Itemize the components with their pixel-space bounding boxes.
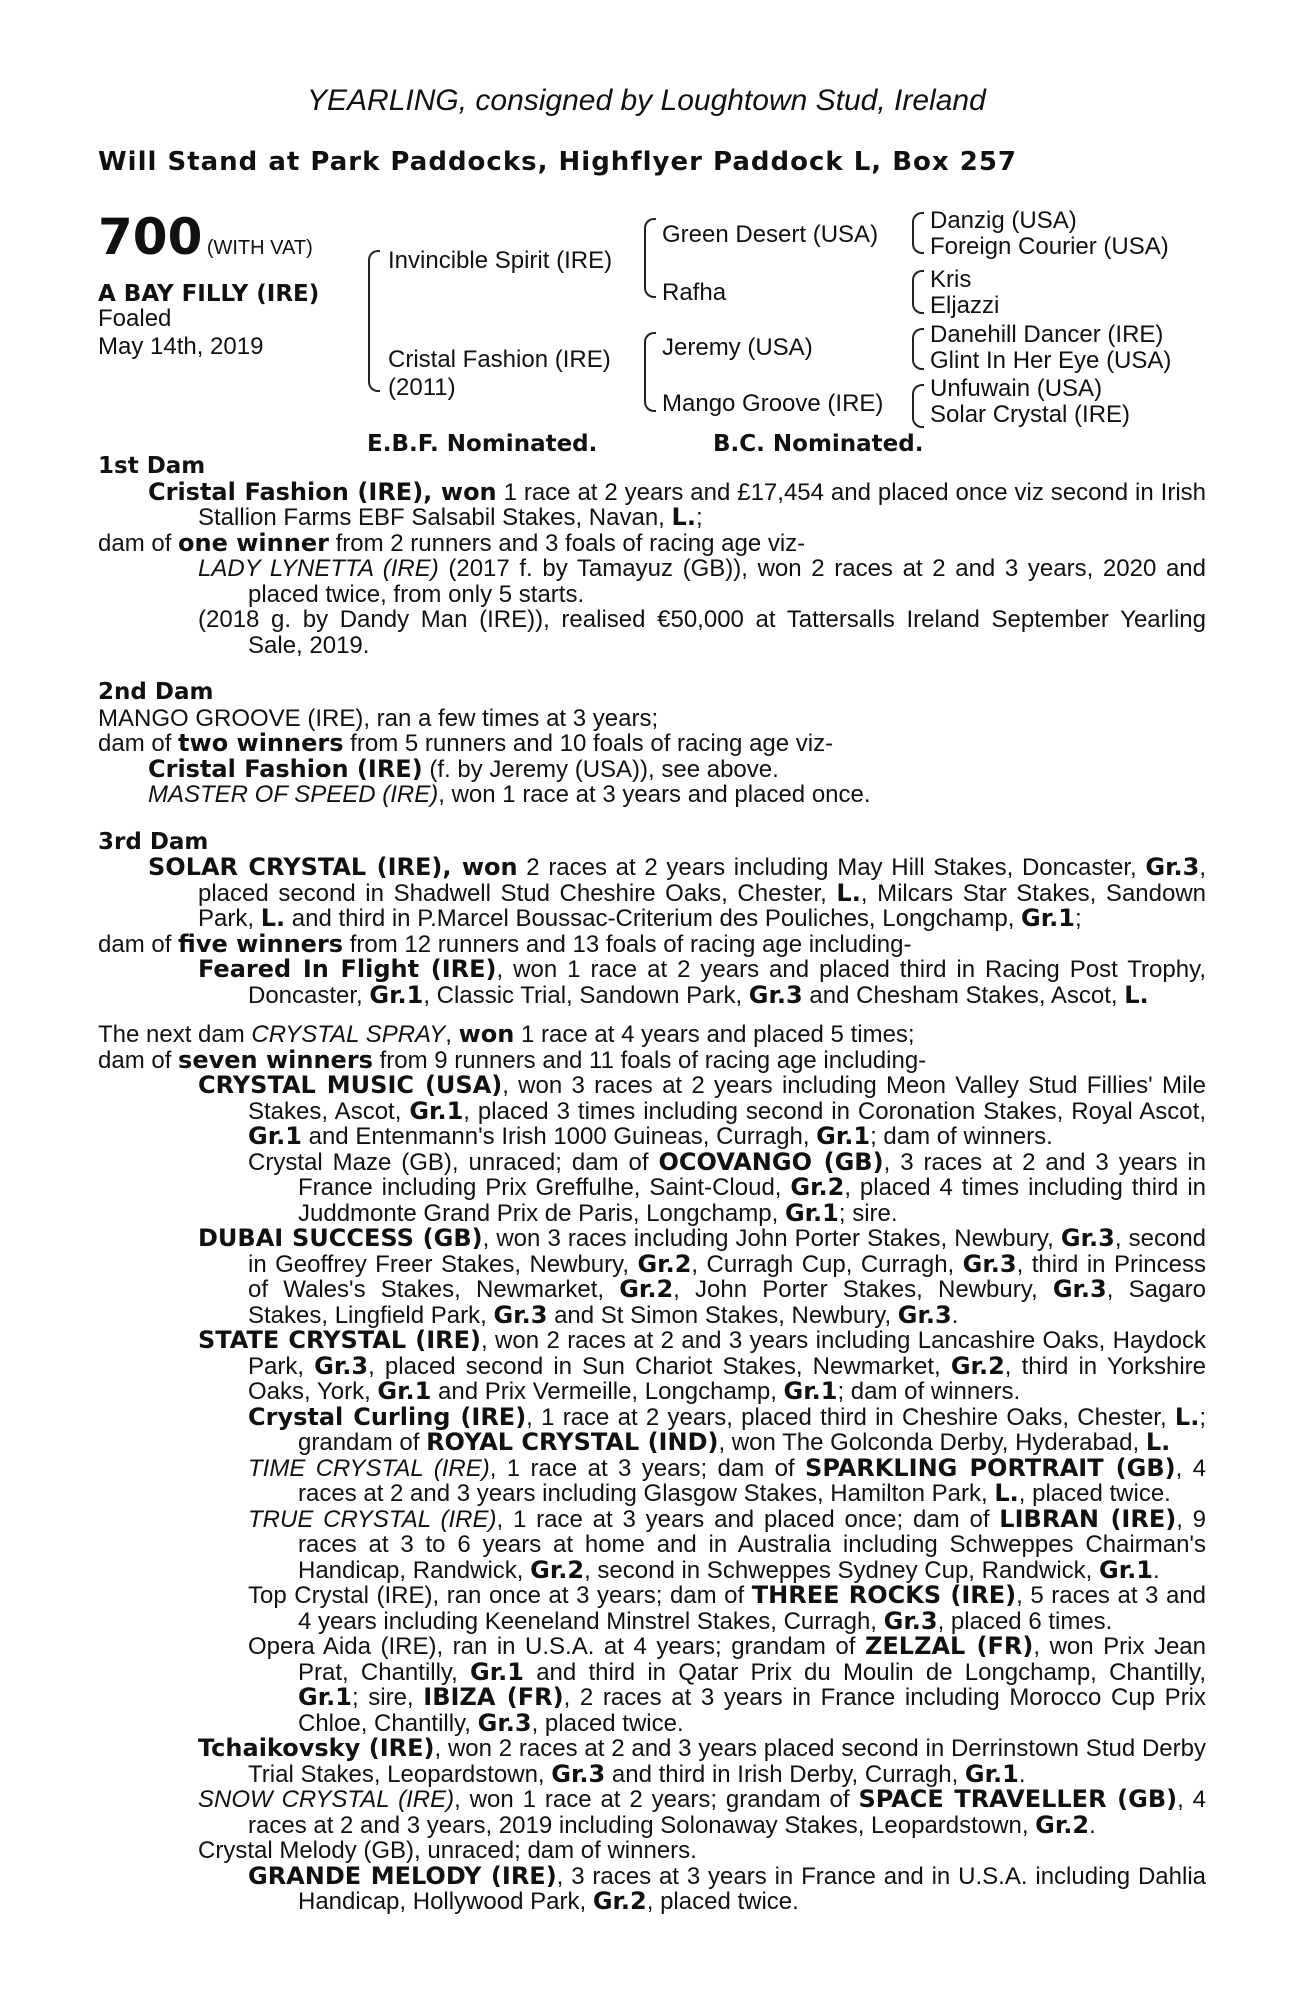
sds: Kris — [930, 266, 972, 293]
first-dam-entry: Cristal Fashion (IRE), won 1 race at 2 years and £17,454 and placed once viz second in Irish Stallion Farms EBF Salsabil Stakes, Navan, L.; — [148, 477, 1206, 531]
first-dam-produce-summary: dam of one winner from 2 runners and 3 foals of racing age viz- — [98, 528, 806, 557]
sdd: Eljazzi — [930, 292, 1000, 319]
next-dam-produce-summary: dam of seven winners from 9 runners and 11 foals of racing age including- — [98, 1045, 927, 1074]
produce-entry: SNOW CRYSTAL (IRE), won 1 race at 2 years; grandam of SPACE TRAVELLER (GB), 4 races at 2 and 3 years, 2019 including Solonaway Stakes, Leopardstown, Gr.2. — [198, 1785, 1207, 1839]
produce-entry: STATE CRYSTAL (IRE), won 2 races at 2 and 3 years including Lancashire Oaks, Haydock Park, Gr.3, placed second in Sun Chariot Stakes, Newmarket, Gr.2, third in Yorkshire Oaks, York, Gr.1 and Prix Vermeille, Longchamp, Gr.1; dam of winners. — [198, 1326, 1206, 1405]
sire-dam: Rafha — [662, 279, 727, 306]
produce-entry: DUBAI SUCCESS (GB), won 3 races including John Porter Stakes, Newbury, Gr.3, second in Geoffrey Freer Stakes, Newbury, Gr.2, Curragh Cup, Curragh, Gr.3, third in Princess of Wales's Stakes, Newmarket, Gr.2, John Porter Stakes, Newbury, Gr.3, Sagaro Stakes, Lingfield Park, Gr.3 and St Simon Stakes, Newbury, Gr.3. — [198, 1224, 1207, 1329]
dam-sire: Jeremy (USA) — [662, 334, 813, 361]
vat-note: (WITH VAT) — [206, 237, 313, 259]
produce-entry: Crystal Maze (GB), unraced; dam of OCOVANGO (GB), 3 races at 2 and 3 years in France including Prix Greffulhe, Saint-Cloud, Gr.2, placed 4 times including third in Juddmonte Grand Prix de Paris, Longchamp, Gr.1; sire. — [248, 1147, 1207, 1227]
ebf-nominated: E.B.F. Nominated. — [367, 431, 598, 457]
next-dam-entry: The next dam CRYSTAL SPRAY, won 1 race at 4 years and placed 5 times; — [98, 1020, 915, 1048]
pedigree-brace-dam — [644, 332, 656, 412]
consignment-heading: YEARLING, consigned by Loughtown Stud, Ireland — [307, 84, 986, 117]
produce-entry: Top Crystal (IRE), ran once at 3 years; dam of THREE ROCKS (IRE), 5 races at 3 and 4 years including Keeneland Minstrel Stakes, Curragh, Gr.3, placed 6 times. — [248, 1581, 1207, 1635]
produce-entry: CRYSTAL MUSIC (USA), won 3 races at 2 years including Meon Valley Stud Fillies' Mile Stakes, Ascot, Gr.1, placed 3 times including second in Coronation Stakes, Royal Ascot, Gr.1 and Entenmann's Irish 1000 Guineas, Curragh, Gr.1; dam of winners. — [198, 1071, 1206, 1150]
second-dam-produce-summary: dam of two winners from 5 runners and 10 foals of racing age viz- — [98, 729, 834, 757]
second-dam-entry: MANGO GROOVE (IRE), ran a few times at 3 years; — [98, 704, 659, 732]
third-dam-entry: SOLAR CRYSTAL (IRE), won 2 races at 2 years including May Hill Stakes, Doncaster, Gr.3, placed second in Shadwell Stud Cheshire Oaks, Chester, L., Milcars Star Stakes, Sandown Park, L. and third in P.Marcel Boussac-Criterium des Pouliches, Longchamp, Gr.1; — [148, 853, 1207, 932]
first-dam-heading: 1st Dam — [98, 453, 206, 479]
horse-description: A BAY FILLY (IRE) — [98, 281, 320, 307]
second-dam-heading: 2nd Dam — [98, 679, 214, 705]
dds: Unfuwain (USA) — [930, 375, 1103, 402]
pedigree-brace-sd — [912, 270, 924, 314]
pedigree-brace-main — [368, 250, 380, 392]
pedigree-brace-ds — [912, 328, 924, 370]
dss: Danehill Dancer (IRE) — [930, 321, 1164, 348]
ddd: Solar Crystal (IRE) — [930, 401, 1131, 428]
produce-entry: TIME CRYSTAL (IRE), 1 race at 3 years; dam of SPARKLING PORTRAIT (GB), 4 races at 2 and 3 years including Glasgow Stakes, Hamilton Park, L., placed twice. — [248, 1453, 1207, 1507]
produce-entry: Crystal Curling (IRE), 1 race at 2 years, placed third in Cheshire Oaks, Chester, L.; grandam of ROYAL CRYSTAL (IND), won The Golconda Derby, Hyderabad, L. — [248, 1402, 1207, 1456]
sire: Invincible Spirit (IRE) — [388, 247, 613, 274]
produce-entry: TRUE CRYSTAL (IRE), 1 race at 3 years and placed once; dam of LIBRAN (IRE), 9 races at 3 to 6 years at home and in Australia including Schweppes Chairman's Handicap, Randwick, Gr.2, second in Schweppes Sydney Cup, Randwick, Gr.1. — [248, 1504, 1207, 1584]
produce-entry: (2018 g. by Dandy Man (IRE)), realised €50,000 at Tattersalls Ireland September Yearling Sale, 2019. — [198, 606, 1206, 659]
produce-entry: Tchaikovsky (IRE), won 2 races at 2 and 3 years placed second in Derrinstown Stud Derby Trial Stakes, Leopardstown, Gr.3 and third in Irish Derby, Curragh, Gr.1. — [198, 1734, 1206, 1788]
foaled-label: Foaled — [98, 305, 172, 332]
dsd: Glint In Her Eye (USA) — [930, 347, 1172, 374]
catalogue-body — [98, 454, 1206, 1915]
produce-entry: LADY LYNETTA (IRE) (2017 f. by Tamayuz (GB)), won 2 races at 2 and 3 years, 2020 and placed twice, from only 5 starts. — [198, 555, 1206, 608]
produce-entry: Feared In Flight (IRE), won 1 race at 2 years and placed third in Racing Post Trophy, Doncaster, Gr.1, Classic Trial, Sandown Park, Gr.3 and Chesham Stakes, Ascot, L. — [198, 955, 1206, 1009]
dam-dam: Mango Groove (IRE) — [662, 390, 884, 417]
produce-entry: Crystal Melody (GB), unraced; dam of winners. — [198, 1837, 697, 1864]
lot-number-line — [98, 208, 313, 266]
third-dam-produce-summary: dam of five winners from 12 runners and 13 foals of racing age including- — [98, 929, 912, 958]
stand-location: Will Stand at Park Paddocks, Highflyer Paddock L, Box 257 — [98, 147, 1018, 177]
produce-entry: Cristal Fashion (IRE) (f. by Jeremy (USA)), see above. — [148, 754, 779, 783]
bc-nominated: B.C. Nominated. — [713, 431, 924, 457]
spacer — [98, 1008, 1206, 1022]
produce-entry: MASTER OF SPEED (IRE), won 1 race at 3 years and placed once. — [148, 781, 871, 808]
sss: Danzig (USA) — [930, 207, 1077, 234]
pedigree-brace-ss — [912, 212, 924, 254]
foaled-date: May 14th, 2019 — [98, 333, 264, 360]
produce-entry: GRANDE MELODY (IRE), 3 races at 3 years in France and in U.S.A. including Dahlia Handicap, Hollywood Park, Gr.2, placed twice. — [248, 1861, 1206, 1915]
sire-sire: Green Desert (USA) — [662, 221, 879, 248]
dam: Cristal Fashion (IRE) — [388, 346, 611, 373]
lot-number: 700 — [98, 208, 203, 266]
produce-entry: Opera Aida (IRE), ran in U.S.A. at 4 years; grandam of ZELZAL (FR), won Prix Jean Prat, Chantilly, Gr.1 and third in Qatar Prix du Moulin de Longchamp, Chantilly, Gr.1; sire, IBIZA (FR), 2 races at 3 years in France including Morocco Cup Prix Chloe, Chantilly, Gr.3, placed twice. — [248, 1632, 1207, 1737]
spacer — [98, 808, 1206, 830]
pedigree-brace-dd — [912, 384, 924, 428]
spacer — [98, 658, 1206, 680]
ssd: Foreign Courier (USA) — [930, 233, 1169, 260]
dam-year: (2011) — [388, 374, 456, 401]
third-dam-heading: 3rd Dam — [98, 828, 209, 855]
pedigree-brace-sire — [644, 218, 656, 298]
